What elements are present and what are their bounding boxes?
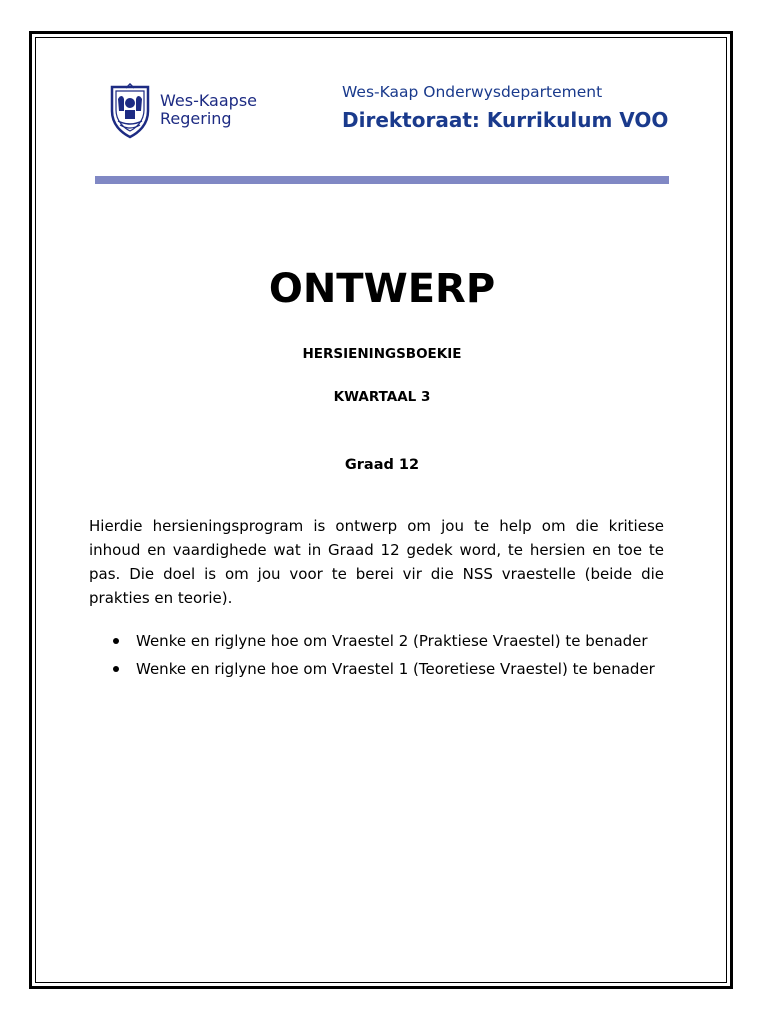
intro-paragraph: Hierdie hersieningsprogram is ontwerp om jou te help om die kritiese inhoud en vaardighede wat in Graad 12 gedek word, te hersien en toe te pas. Die doel is om jou voor te berei vir die NSS vraestelle (beide die prakties en teorie). — [89, 517, 664, 607]
logo-line-1: Wes-Kaapse — [160, 91, 257, 110]
logo-wordmark — [160, 92, 257, 128]
tips-list — [108, 630, 664, 686]
logo-line-2: Regering — [160, 109, 232, 128]
list-item — [108, 658, 664, 680]
grade-label: Graad 12 — [344, 457, 420, 473]
document-title: ONTWERP — [268, 266, 496, 312]
bullet-icon — [113, 638, 119, 644]
coat-of-arms-icon — [106, 83, 154, 139]
list-item-text: Wenke en riglyne hoe om Vraestel 1 (Teoretiese Vraestel) te benader — [136, 660, 655, 678]
list-item-text: Wenke en riglyne hoe om Vraestel 2 (Praktiese Vraestel) te benader — [136, 632, 648, 650]
quarter-label: KWARTAAL 3 — [333, 389, 431, 405]
list-item — [108, 630, 664, 652]
directorate-name: Direktoraat: Kurrikulum VOO — [342, 108, 669, 132]
bullet-icon — [113, 666, 119, 672]
header-divider — [95, 176, 669, 184]
department-name: Wes-Kaap Onderwysdepartement — [342, 83, 603, 101]
document-subtitle: HERSIENINGSBOEKIE — [302, 346, 462, 362]
government-logo — [106, 83, 284, 139]
